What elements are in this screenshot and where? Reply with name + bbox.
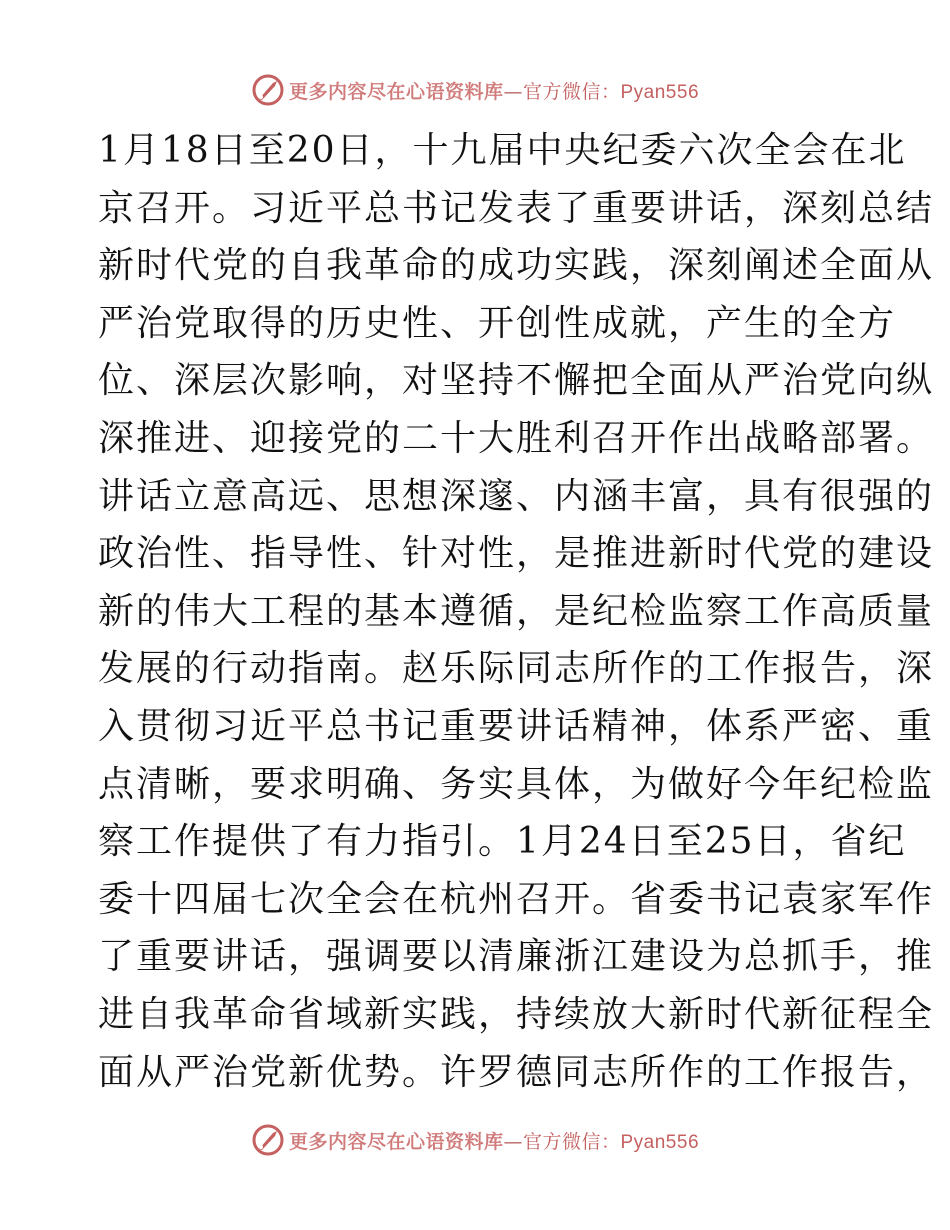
watermark-separator: —	[503, 1130, 523, 1153]
footer-watermark	[0, 1120, 950, 1160]
header-watermark	[0, 70, 950, 110]
text-line: 委十四届七次全会在杭州召开。省委书记袁家军作	[98, 878, 935, 920]
watermark-wechat-id: Pyan556	[620, 1131, 700, 1153]
text-line: 位、深层次影响，对坚持不懈把全面从严治党向纵	[98, 360, 935, 402]
text-line: 严治党取得的历史性、开创性成就，产生的全方	[98, 302, 897, 344]
quill-logo-icon	[251, 1123, 285, 1157]
text-line: 新的伟大工程的基本遵循，是纪检监察工作高质量	[98, 590, 935, 632]
text-line: 新时代党的自我革命的成功实践，深刻阐述全面从	[98, 245, 935, 287]
watermark-brand: 更多内容尽在心语资料库	[288, 80, 504, 103]
text-line: 发展的行动指南。赵乐际同志所作的工作报告，深	[98, 648, 935, 690]
watermark-label: 官方微信：	[522, 1130, 621, 1153]
watermark-separator: —	[503, 80, 523, 103]
watermark-label: 官方微信：	[522, 80, 621, 103]
text-line: 深推进、迎接党的二十大胜利召开作出战略部署。	[98, 417, 935, 459]
text-line: 政治性、指导性、针对性，是推进新时代党的建设	[98, 533, 935, 575]
quill-logo-icon	[251, 73, 285, 107]
watermark-brand: 更多内容尽在心语资料库	[288, 1130, 504, 1153]
text-line: 讲话立意高远、思想深邃、内涵丰富，具有很强的	[98, 475, 935, 517]
text-line: 京召开。习近平总书记发表了重要讲话，深刻总结	[98, 187, 935, 229]
watermark-text	[289, 1127, 699, 1154]
text-line: 面从严治党新优势。许罗德同志所作的工作报告，	[98, 1051, 935, 1093]
document-body	[98, 122, 935, 1101]
text-line: 入贯彻习近平总书记重要讲话精神，体系严密、重	[98, 705, 935, 747]
text-line: 了重要讲话，强调要以清廉浙江建设为总抓手，推	[98, 936, 935, 978]
text-line: 点清晰，要求明确、务实具体，为做好今年纪检监	[98, 763, 935, 805]
text-line: 1月18日至20日，十九届中央纪委六次全会在北	[98, 130, 907, 171]
watermark-text	[289, 77, 699, 104]
watermark-wechat-id: Pyan556	[620, 81, 700, 103]
text-line: 进自我革命省域新实践，持续放大新时代新征程全	[98, 993, 935, 1035]
text-line: 察工作提供了有力指引。1月24日至25日，省纪	[98, 821, 907, 863]
